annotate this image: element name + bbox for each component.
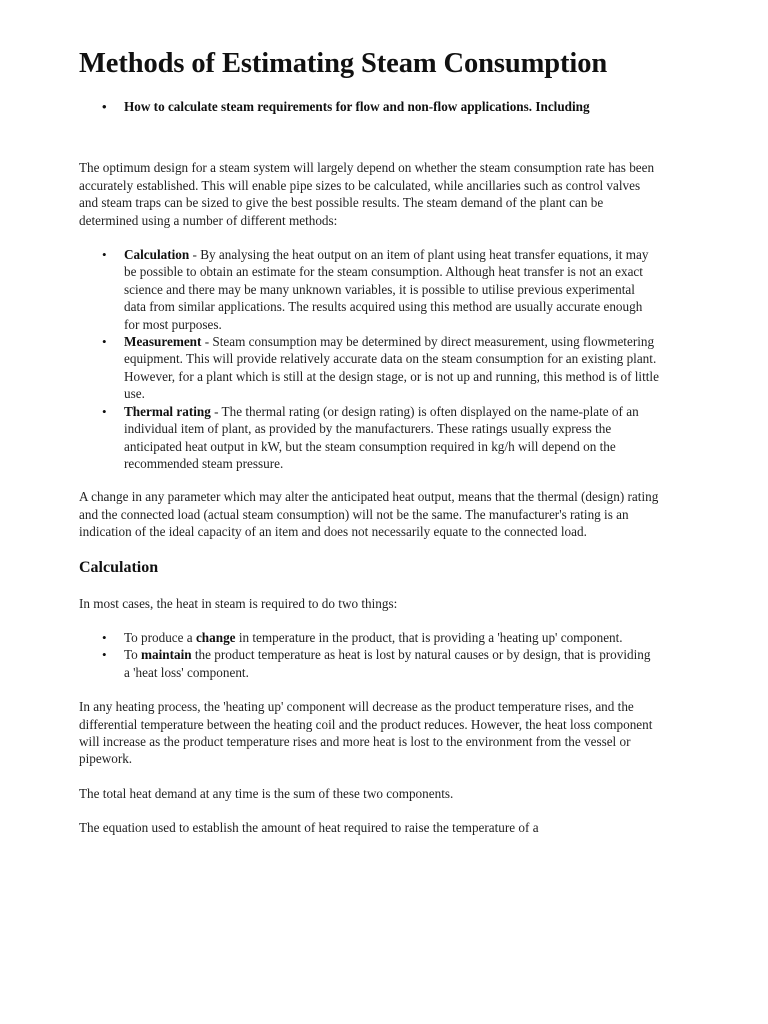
- component-term: maintain: [141, 647, 192, 663]
- method-term: Measurement: [124, 334, 202, 350]
- methods-list: [79, 246, 659, 472]
- method-term: Calculation: [124, 247, 190, 263]
- equation-paragraph: The equation used to establish the amount of heat required to raise the temperature of a: [79, 820, 539, 836]
- section-heading-calculation: Calculation: [79, 558, 159, 576]
- method-text: - Steam consumption may be determined by direct measurement, using flowmetering equipment. This will provide relatively accurate data on the steam consumption for an existing plant. However, for a plant which is still at the design stage, or is not up and running, this method is of little use.: [124, 334, 659, 402]
- document-title: Methods of Estimating Steam Consumption: [79, 48, 608, 79]
- component-text: the product temperature as heat is lost by natural causes or by design, that is providing a 'heat loss' component.: [124, 647, 651, 680]
- rating-paragraph: A change in any parameter which may alter the anticipated heat output, means that the thermal (design) rating and the connected load (actual steam consumption) will not be the same. The manufacturer's rating is an indication of the ideal capacity of an item and does not necessarily equate to the connected load.: [79, 489, 659, 540]
- component-pre: To: [124, 647, 142, 663]
- method-term: Thermal rating: [124, 403, 211, 419]
- intro-list: [79, 98, 659, 115]
- intro-bullet: • How to calculate steam requirements for flow and non-flow applications. Including: [124, 98, 659, 115]
- total-heat-paragraph: The total heat demand at any time is the sum of these two components.: [79, 785, 454, 801]
- component-text: in temperature in the product, that is providing a 'heating up' component.: [235, 629, 623, 645]
- method-text: - By analysing the heat output on an item of plant using heat transfer equations, it may be possible to obtain an estimate for the steam consumption. Although heat transfer is not an exact science and there may be many unknown variables, it is possible to utilise previous experimental data from similar applications. The results acquired using this method are usually accurate enough for most purposes.: [124, 247, 649, 332]
- document-page: [79, 40, 659, 837]
- intro-paragraph: The optimum design for a steam system will largely depend on whether the steam consumption rate has been accurately established. This will enable pipe sizes to be calculated, while ancillaries such as control valves and steam traps can be sized to give the best possible results. The steam demand of the plant can be determined using a number of different methods:: [79, 160, 655, 228]
- component-item-change: [124, 629, 659, 646]
- component-pre: To produce a: [124, 629, 196, 645]
- method-item-calculation: [124, 246, 659, 333]
- method-text: - The thermal rating (or design rating) is often displayed on the name-plate of an individual item of plant, as provided by the manufacturers. These ratings usually express the anticipated heat output in kW, but the steam consumption required in kg/h will depend on the recommended steam pressure.: [124, 403, 639, 471]
- component-term: change: [195, 629, 236, 645]
- components-list: [79, 629, 659, 681]
- heating-process-paragraph: In any heating process, the 'heating up' component will decrease as the product temperature rises, and the differential temperature between the heating coil and the product reduces. However, the heat loss component will increase as the product temperature rises and more heat is lost to the environment from the vessel or pipework.: [79, 699, 653, 767]
- component-item-maintain: [124, 646, 659, 681]
- method-item-thermal-rating: [124, 403, 659, 473]
- method-item-measurement: [124, 333, 659, 403]
- heat-requirements-paragraph: In most cases, the heat in steam is required to do two things:: [79, 595, 398, 611]
